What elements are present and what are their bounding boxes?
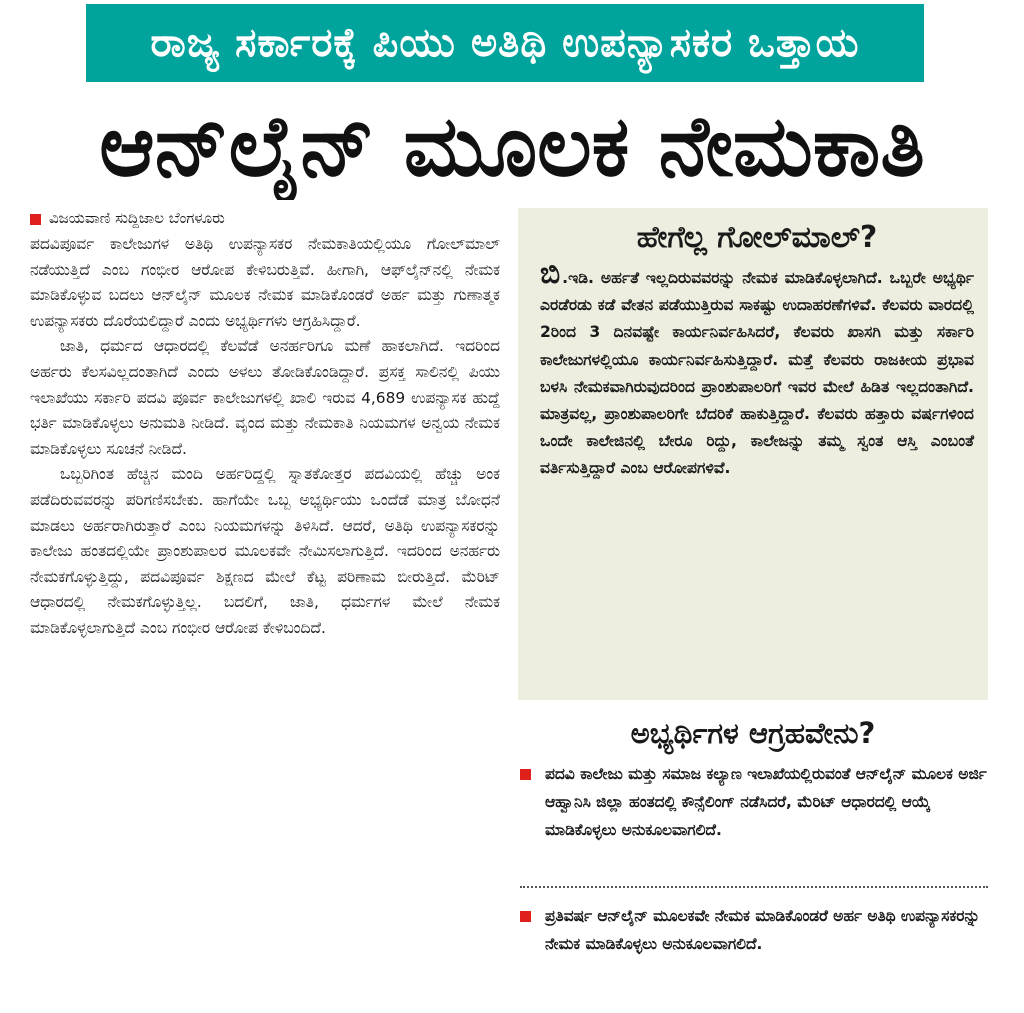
dotted-divider <box>520 886 988 888</box>
demand-item <box>520 902 990 958</box>
sidebar-box-text: .ಇಡಿ. ಅರ್ಹತೆ ಇಲ್ಲದಿರುವವರನ್ನು ನೇಮಕ ಮಾಡಿಕೊಳ್ಳಲಾಗಿದೆ. ಒಬ್ಬರೇ ಅಭ್ಯರ್ಥಿ ಎರಡೆರಡು ಕಡೆ ವೇತನ ಪಡೆಯುತ್ತಿರುವ ಸಾಕಷ್ಟು ಉದಾಹರಣೆಗಳಿವೆ. ಕೆಲವರು ವಾರದಲ್ಲಿ 2ರಿಂದ 3 ದಿನವಷ್ಟೇ ಕಾರ್ಯನಿರ್ವಹಿಸಿದರೆ, ಕೆಲವರು ಖಾಸಗಿ ಮತ್ತು ಸರ್ಕಾರಿ ಕಾಲೇಜುಗಳಲ್ಲಿಯೂ ಕಾರ್ಯನಿರ್ವಹಿಸುತ್ತಿದ್ದಾರೆ. ಮತ್ತೆ ಕೆಲವರು ರಾಜಕೀಯ ಪ್ರಭಾವ ಬಳಸಿ ನೇಮಕವಾಗಿರುವುದರಿಂದ ಪ್ರಾಂಶುಪಾಲರಿಗೆ ಇವರ ಮೇಲೆ ಹಿಡಿತ ಇಲ್ಲದಂತಾಗಿದೆ. ಮಾತ್ರವಲ್ಲ, ಪ್ರಾಂಶುಪಾಲರಿಗೇ ಬೆದರಿಕೆ ಹಾಕುತ್ತಿದ್ದಾರೆ. ಕೆಲವರು ಹತ್ತಾರು ವರ್ಷಗಳಿಂದ ಒಂದೇ ಕಾಲೇಜಿನಲ್ಲಿ ಬೇರೂ ರಿದ್ದು, ಕಾಲೇಜನ್ನು ತಮ್ಮ ಸ್ವಂತ ಆಸ್ತಿ ಎಂಬಂತೆ ವರ್ತಿಸುತ್ತಿದ್ದಾರೆ ಎಂಬ ಆರೋಪಗಳಿವೆ. <box>540 269 974 478</box>
article-paragraph-1: ಪದವಿಪೂರ್ವ ಕಾಲೇಜುಗಳ ಅತಿಥಿ ಉಪನ್ಯಾಸಕರ ನೇಮಕಾತಿಯಲ್ಲಿಯೂ ಗೋಲ್‌ಮಾಲ್ ನಡೆಯುತ್ತಿದೆ ಎಂಬ ಗಂಭೀರ ಆರೋಪ ಕೇಳಿಬರುತ್ತಿವೆ. ಹೀಗಾಗಿ, ಆಫ್‌ಲೈನ್‌ನಲ್ಲಿ ನೇಮಕ ಮಾಡಿಕೊಳ್ಳುವ ಬದಲು ಆನ್‌ಲೈನ್ ಮೂಲಕ ನೇಮಕ ಮಾಡಿಕೊಂಡರೆ ಅರ್ಹ ಮತ್ತು ಗುಣಾತ್ಮಕ ಉಪನ್ಯಾಸಕರು ದೊರೆಯಲಿದ್ದಾರೆ ಎಂದು ಅಭ್ಯರ್ಥಿಗಳು ಆಗ್ರಹಿಸಿದ್ದಾರೆ. <box>30 235 500 330</box>
article-column <box>30 206 500 1006</box>
article-paragraph-3: ಒಬ್ಬರಿಗಿಂತ ಹೆಚ್ಚಿನ ಮಂದಿ ಅರ್ಹರಿದ್ದಲ್ಲಿ ಸ್ನಾತಕೋತ್ತರ ಪದವಿಯಲ್ಲಿ ಹೆಚ್ಚು ಅಂಕ ಪಡೆದಿರುವವರನ್ನು ಪರಿಗಣಿಸಬೇಕು. ಹಾಗೆಯೇ ಒಬ್ಬ ಅಭ್ಯರ್ಥಿಯು ಒಂದೆಡೆ ಮಾತ್ರ ಬೋಧನೆ ಮಾಡಲು ಅರ್ಹರಾಗಿರುತ್ತಾರೆ ಎಂಬ ನಿಯಮಗಳನ್ನು ತಿಳಿಸಿದೆ. ಆದರೆ, ಅತಿಥಿ ಉಪನ್ಯಾಸಕರನ್ನು ಕಾಲೇಜು ಹಂತದಲ್ಲಿಯೇ ಪ್ರಾಂಶುಪಾಲರ ಮೂಲಕವೇ ನೇಮಿಸಲಾಗುತ್ತಿದೆ. ಇದರಿಂದ ಅನರ್ಹರು ನೇಮಕಗೊಳ್ಳುತ್ತಿದ್ದು, ಪದವಿಪೂರ್ವ ಶಿಕ್ಷಣದ ಮೇಲೆ ಕೆಟ್ಟ ಪರಿಣಾಮ ಬೀರುತ್ತಿದೆ. ಮೆರಿಟ್ ಆಧಾರದಲ್ಲಿ ನೇಮಕಗೊಳ್ಳುತ್ತಿಲ್ಲ. ಬದಲಿಗೆ, ಜಾತಿ, ಧರ್ಮಗಳ ಮೇಲೆ ನೇಮಕ ಮಾಡಿಕೊಳ್ಳಲಾಗುತ್ತಿದೆ ಎಂಬ ಗಂಭೀರ ಆರೋಪ ಕೇಳಿಬಂದಿದೆ. <box>30 465 500 637</box>
demand-item <box>520 760 990 844</box>
bullet-square-icon <box>520 911 531 922</box>
sidebar-box-title: ಹೇಗೆಲ್ಲ ಗೋಲ್‌ಮಾಲ್? <box>636 220 878 255</box>
article-paragraph-2: ಜಾತಿ, ಧರ್ಮದ ಆಧಾರದಲ್ಲಿ ಕೆಲವೆಡೆ ಅನರ್ಹರಿಗೂ ಮಣೆ ಹಾಕಲಾಗಿದೆ. ಇದರಿಂದ ಅರ್ಹರು ಕೆಲಸವಿಲ್ಲದಂತಾಗಿದೆ ಎಂದು ಅಳಲು ತೋಡಿಕೊಂಡಿದ್ದಾರೆ. ಪ್ರಸಕ್ತ ಸಾಲಿನಲ್ಲಿ ಪಿಯು ಇಲಾಖೆಯು ಸರ್ಕಾರಿ ಪದವಿ ಪೂರ್ವ ಕಾಲೇಜುಗಳಲ್ಲಿ ಖಾಲಿ ಇರುವ 4,689 ಉಪನ್ಯಾಸಕ ಹುದ್ದೆ ಭರ್ತಿ ಮಾಡಿಕೊಳ್ಳಲು ಅನುಮತಿ ನೀಡಿದೆ. ವೃಂದ ಮತ್ತು ನೇಮಕಾತಿ ನಿಯಮಗಳ ಅನ್ವಯ ನೇಮಕ ಮಾಡಿಕೊಳ್ಳಲು ಸೂಚನೆ ನೀಡಿದೆ. <box>30 337 500 458</box>
drop-cap: ಬಿ <box>540 256 561 291</box>
sidebar-box-body <box>540 256 974 483</box>
demand-item-text: ಪ್ರತಿವರ್ಷ ಆನ್‌ಲೈನ್ ಮೂಲಕವೇ ನೇಮಕ ಮಾಡಿಕೊಂಡರೆ ಅರ್ಹ ಅತಿಥಿ ಉಪನ್ಯಾಸಕರನ್ನು ನೇಮಕ ಮಾಡಿಕೊಳ್ಳಲು ಅನುಕೂಲವಾಗಲಿದೆ. <box>545 907 980 953</box>
kicker-banner: ರಾಜ್ಯ ಸರ್ಕಾರಕ್ಕೆ ಪಿಯು ಅತಿಥಿ ಉಪನ್ಯಾಸಕರ ಒತ್ತಾಯ <box>86 4 924 82</box>
demands-title: ಅಭ್ಯರ್ಥಿಗಳ ಆಗ್ರಹವೇನು? <box>630 716 876 750</box>
bullet-square-icon <box>30 214 41 225</box>
byline-text: ವಿಜಯವಾಣಿ ಸುದ್ದಿಜಾಲ ಬೆಂಗಳೂರು <box>49 209 225 228</box>
bullet-square-icon <box>520 769 531 780</box>
headline: ಆನ್‌ಲೈನ್ ಮೂಲಕ ನೇಮಕಾತಿ <box>99 97 925 195</box>
demand-item-text: ಪದವಿ ಕಾಲೇಜು ಮತ್ತು ಸಮಾಜ ಕಲ್ಯಾಣ ಇಲಾಖೆಯಲ್ಲಿರುವಂತೆ ಆನ್‌ಲೈನ್ ಮೂಲಕ ಅರ್ಜಿ ಆಹ್ವಾನಿಸಿ ಜಿಲ್ಲಾ ಹಂತದಲ್ಲಿ ಕೌನ್ಸೆಲಿಂಗ್ ನಡೆಸಿದರೆ, ಮೆರಿಟ್ ಆಧಾರದಲ್ಲಿ ಆಯ್ಕೆ ಮಾಡಿಕೊಳ್ಳಲು ಅನುಕೂಲವಾಗಲಿದೆ. <box>545 765 987 839</box>
sidebar-box <box>518 208 988 700</box>
byline <box>30 206 500 232</box>
